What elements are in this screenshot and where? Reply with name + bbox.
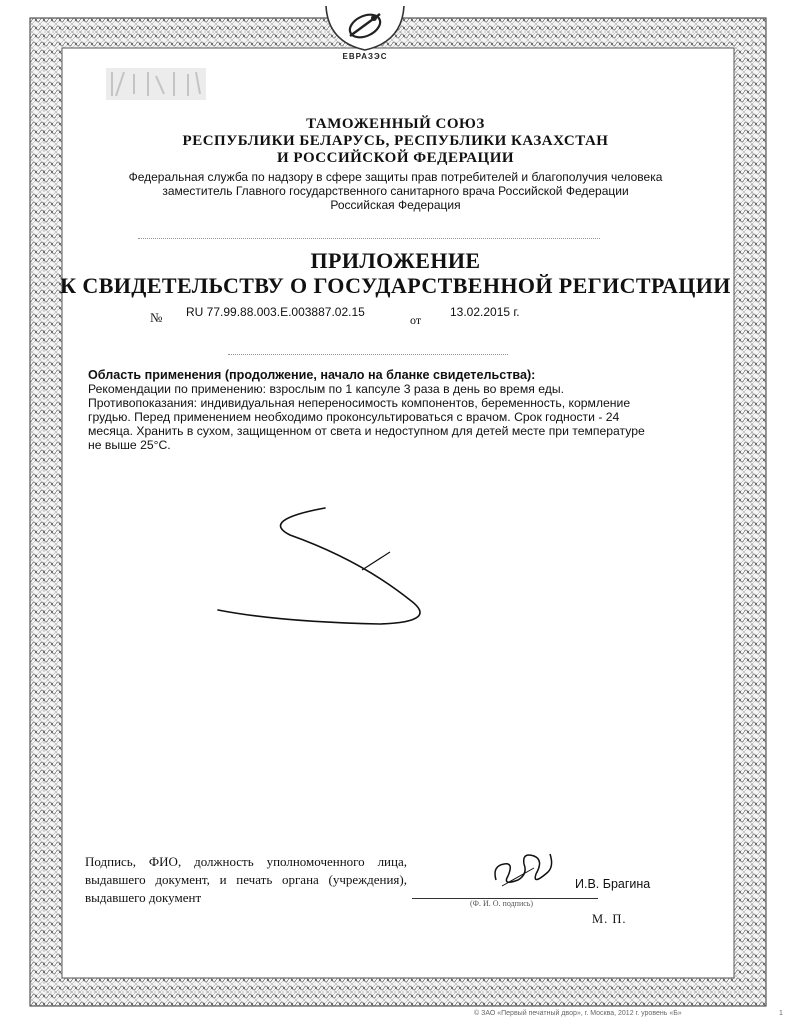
title-line-2: К СВИДЕТЕЛЬСТВУ О ГОСУДАРСТВЕННОЙ РЕГИСТРАЦИИ: [60, 273, 731, 298]
handwritten-signature: [488, 846, 568, 894]
service-line-3: Российская Федерация: [330, 198, 461, 212]
scope-heading: Область применения (продолжение, начало на бланке свидетельства):: [88, 368, 536, 382]
union-line-2: РЕСПУБЛИКИ БЕЛАРУСЬ, РЕСПУБЛИКИ КАЗАХСТАН: [182, 133, 609, 149]
faded-caption-line: [138, 238, 600, 242]
document-title: [60, 248, 731, 298]
printer-imprint: © ЗАО «Первый печатный двор», г. Москва, 2012 г. уровень «Б»: [474, 1010, 682, 1017]
service-header: [60, 170, 731, 212]
scope-line-5: не выше 25°С.: [88, 438, 171, 452]
faded-caption-line-2: [228, 354, 508, 358]
scope-line-3: грудью. Перед применением необходимо проконсультироваться с врачом. Срок годности - 24: [88, 410, 620, 424]
service-line-1: Федеральная служба по надзору в сфере защиты прав потребителей и благополучия человека: [128, 170, 663, 184]
service-line-2: заместитель Главного государственного санитарного врача Российской Федерации: [162, 184, 629, 198]
registration-date: 13.02.2015 г.: [450, 305, 520, 319]
from-label: от: [410, 313, 422, 327]
registration-number: RU 77.99.88.003.Е.003887.02.15: [186, 305, 365, 319]
scope-line-1: Рекомендации по применению: взрослым по 1 капсуле 3 раза в день во время еды.: [88, 382, 564, 396]
number-sign: №: [150, 310, 163, 325]
cancellation-stroke: [200, 490, 530, 640]
page-mark: 1: [779, 1010, 783, 1017]
application-scope: [88, 368, 660, 452]
registration-line: [150, 305, 570, 327]
title-line-1: ПРИЛОЖЕНИЕ: [310, 248, 481, 273]
fio-caption: (Ф. И. О. подпись): [470, 899, 534, 908]
union-line-3: И РОССИЙСКОЙ ФЕДЕРАЦИИ: [276, 150, 515, 166]
union-line-1: ТАМОЖЕННЫЙ СОЮЗ: [306, 116, 485, 132]
union-header: [60, 116, 731, 167]
emblem-label: ЕВРАЗЭС: [342, 52, 388, 61]
scope-line-4: месяца. Хранить в сухом, защищенном от света и недоступном для детей месте при температуре: [88, 424, 645, 438]
seal-place-label: М. П.: [592, 912, 627, 926]
scope-line-2: Противопоказания: индивидуальная непереносимость компонентов, беременность, кормление: [88, 396, 631, 410]
signature-caption: Подпись, ФИО, должность уполномоченного лица, выдавшего документ, и печать органа (учреждения), выдавшего документ: [85, 854, 407, 905]
signer-name: И.В. Брагина: [575, 877, 651, 891]
faded-stamp: [104, 66, 208, 102]
